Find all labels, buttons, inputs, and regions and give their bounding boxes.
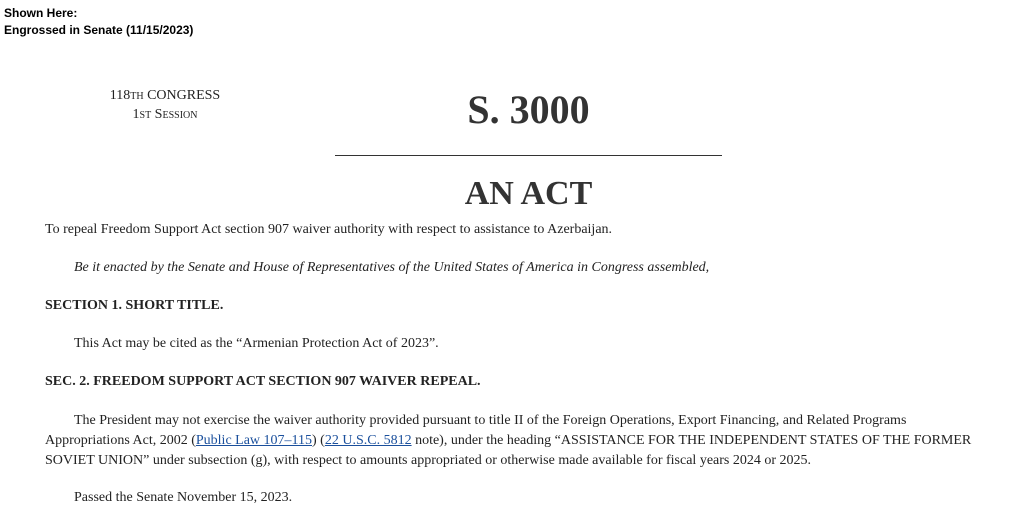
section-2-text-part-3: note), under the heading “ASSISTANCE FOR THE INDEPENDENT STATES OF THE FORMER SOVIET UNION” under subsection (g), with respect to amounts appropriated or otherwise made available for fiscal years 2024 or 2025. [45, 433, 972, 468]
section-2-text-part-1: The President may not exercise the waiver authority provided pursuant to title II of the Foreign Operations, Export Financing, and Related Programs Appropriations Act, 2002 ( [45, 413, 907, 448]
enacting-clause: Be it enacted by the Senate and House of Representatives of the United States of America in Congress assembled, [74, 260, 710, 275]
congress-number: 118th CONGRESS [109, 88, 221, 103]
session-number: 1st Session [132, 107, 198, 122]
section-1-heading: SECTION 1. SHORT TITLE. [45, 298, 224, 313]
congress-session-block [95, 86, 235, 124]
text-version-info [4, 5, 193, 39]
version-label: Engrossed in Senate (11/15/2023) [4, 23, 194, 37]
section-2-heading: SEC. 2. FREEDOM SUPPORT ACT SECTION 907 WAIVER REPEAL. [45, 374, 481, 389]
public-law-link[interactable]: Public Law 107–115 [195, 433, 313, 448]
attestation: Passed the Senate November 15, 2023. [74, 490, 293, 505]
title-divider [335, 155, 722, 156]
bill-number: S. 3000 [467, 87, 590, 132]
usc-citation-link[interactable]: 22 U.S.C. 5812 [324, 433, 412, 448]
section-1-text: This Act may be cited as the “Armenian Protection Act of 2023”. [74, 336, 439, 351]
section-2-text [45, 411, 975, 471]
document-type-heading: AN ACT [464, 175, 593, 212]
bill-purpose: To repeal Freedom Support Act section 907 waiver authority with respect to assistance to Azerbaijan. [45, 222, 613, 237]
section-2-text-part-2: ) ( [312, 433, 325, 448]
shown-here-label: Shown Here: [4, 6, 78, 20]
